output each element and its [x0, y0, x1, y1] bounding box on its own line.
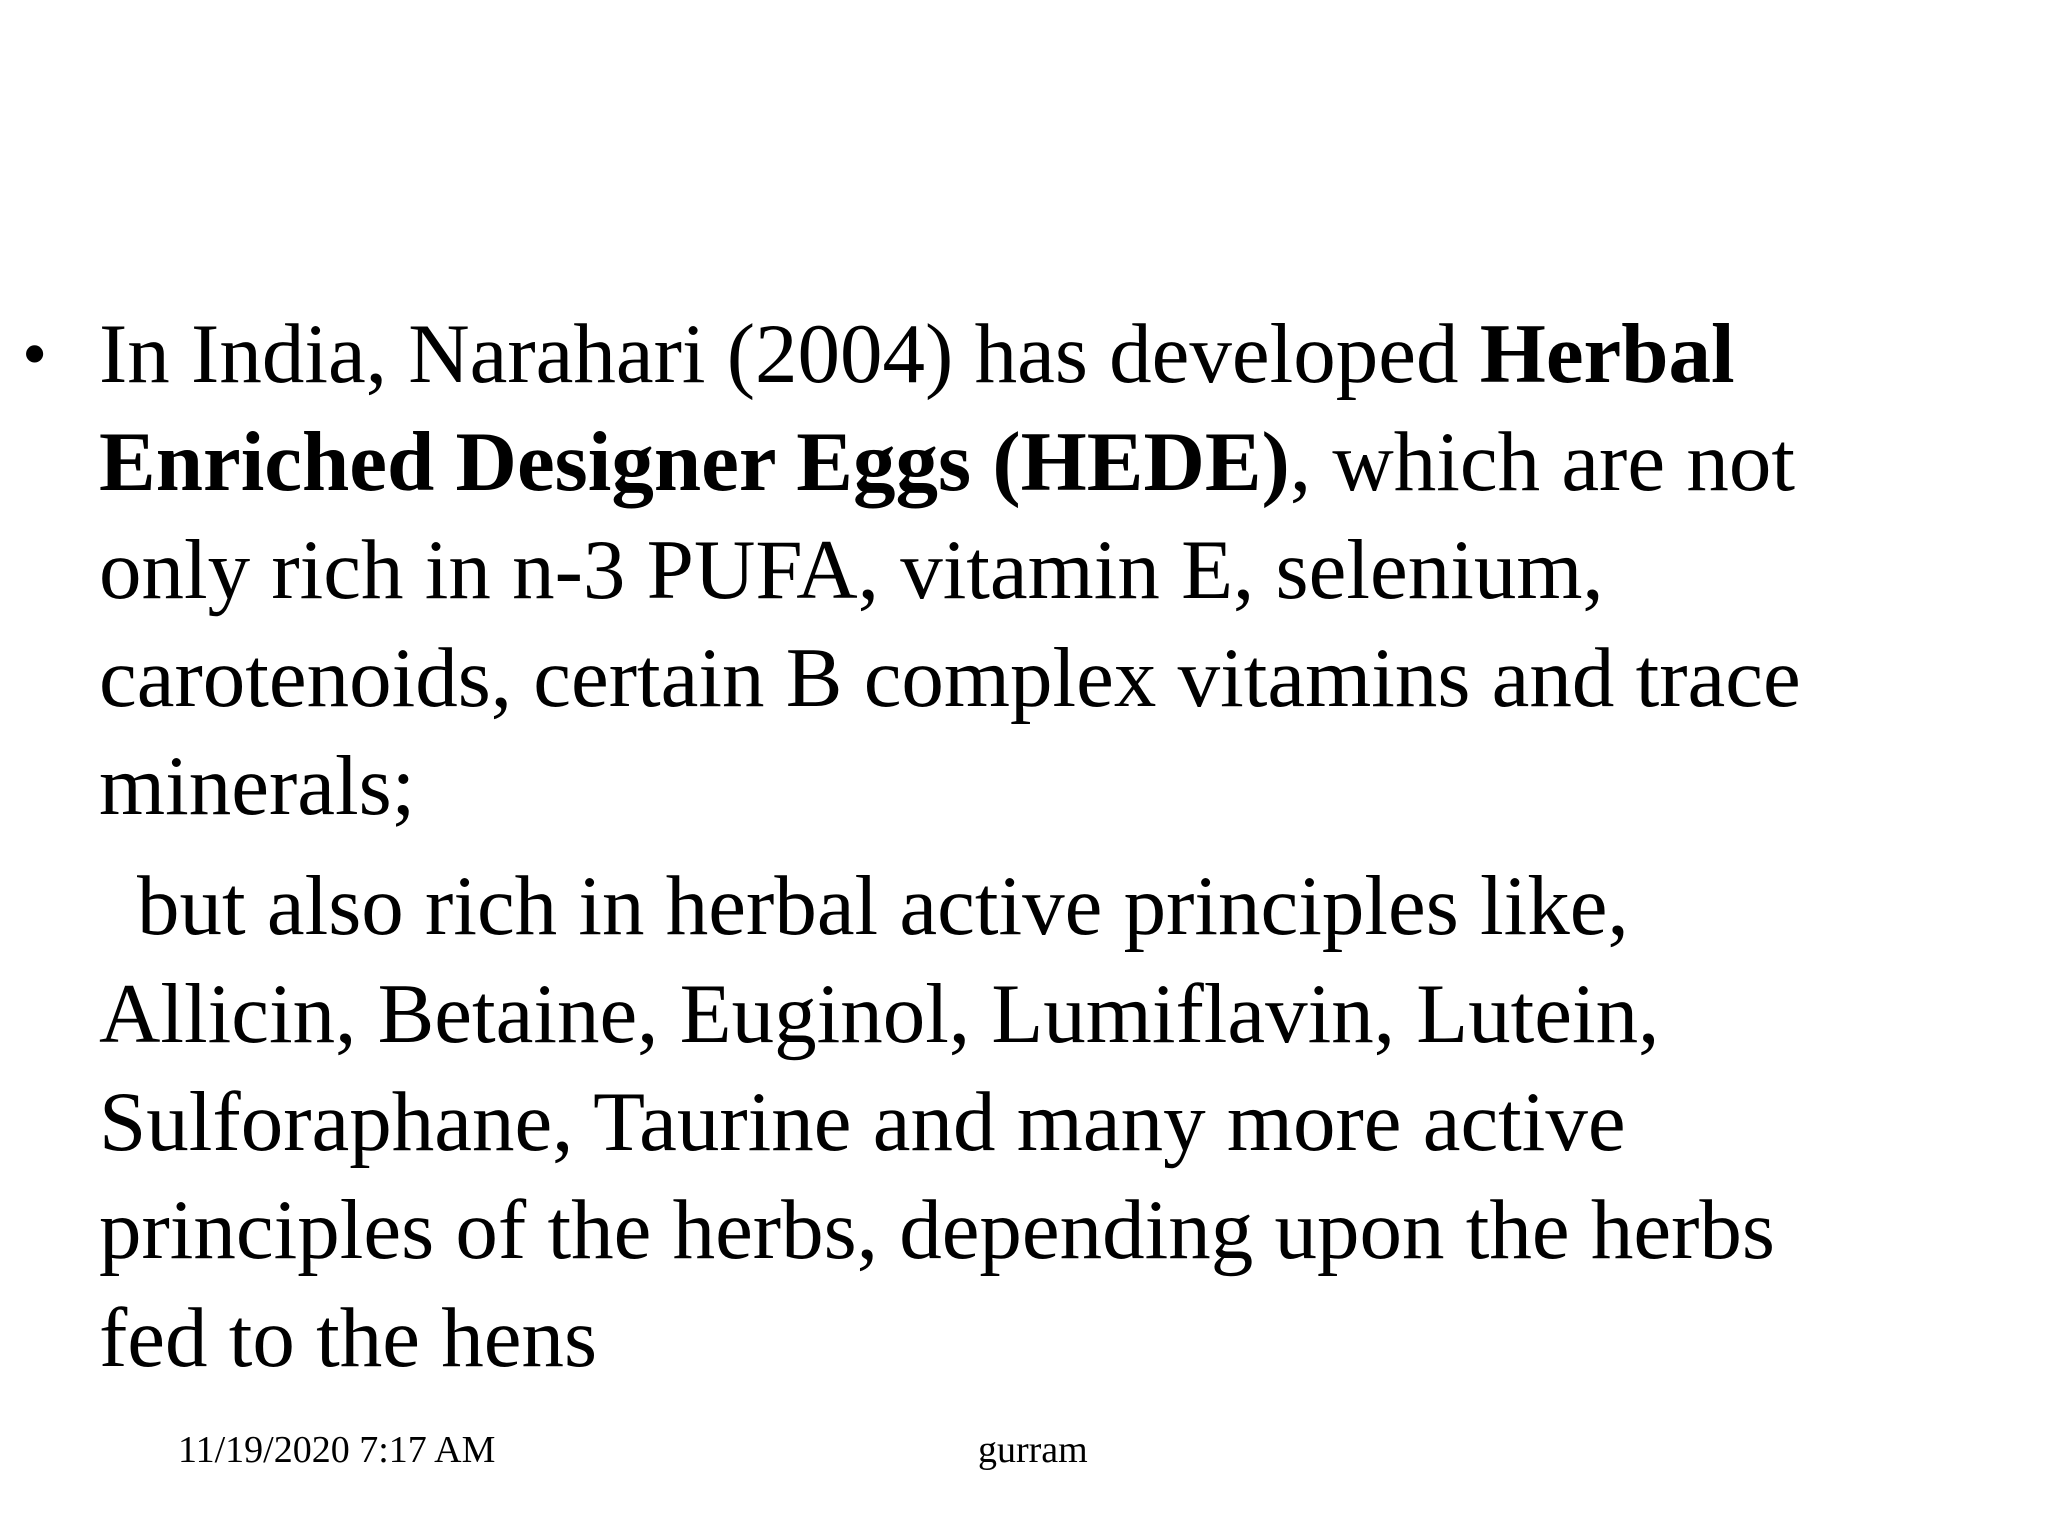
para1-intro: In India, Narahari (2004) has developed	[99, 307, 1480, 401]
para1-line4: carotenoids, certain B complex vitamins and trace	[99, 631, 1801, 725]
para1-bold-line2: Enriched Designer Eggs (HEDE)	[99, 415, 1290, 509]
footer-author: gurram	[978, 1429, 1088, 1471]
para2-line1: but also rich in herbal active principles like,	[137, 859, 1629, 953]
continuation-paragraph	[99, 852, 1999, 1392]
para2-line4: principles of the herbs, depending upon the herbs	[99, 1183, 1775, 1277]
para1-line3: only rich in n-3 PUFA, vitamin E, selenium,	[99, 523, 1604, 617]
bullet-icon: •	[22, 314, 48, 394]
para1-line2-tail: , which are not	[1289, 415, 1795, 509]
bullet-paragraph	[22, 300, 1999, 840]
para1-line5: minerals;	[99, 739, 416, 833]
para1-bold-line1: Herbal	[1479, 307, 1735, 401]
para2-line5: fed to the hens	[99, 1291, 598, 1385]
para2-line2: Allicin, Betaine, Euginol, Lumiflavin, Lutein,	[99, 967, 1660, 1061]
footer-date: 11/19/2020 7:17 AM	[178, 1429, 496, 1471]
para2-line3: Sulforaphane, Taurine and many more active	[99, 1075, 1626, 1169]
slide-body	[22, 300, 1999, 1392]
